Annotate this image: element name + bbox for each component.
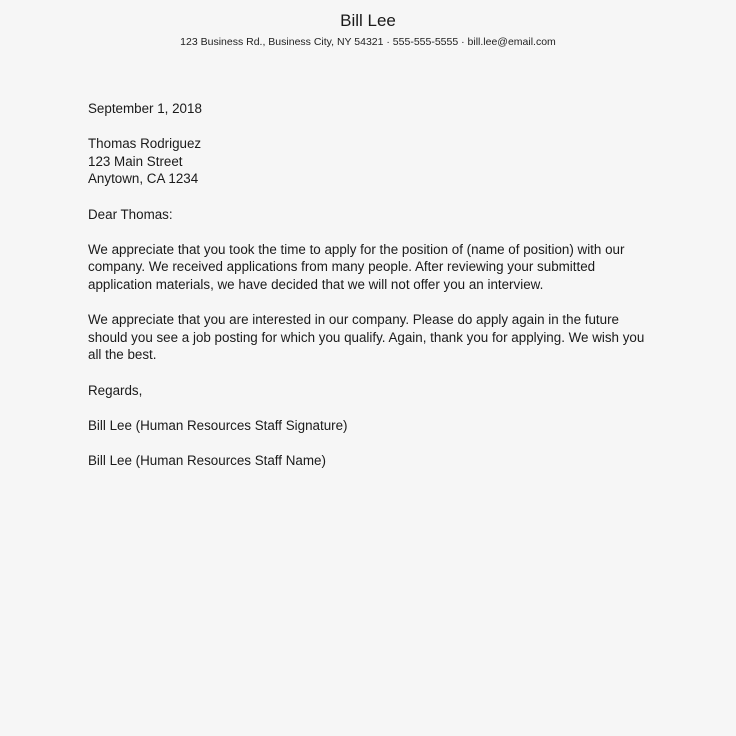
closing-block	[88, 382, 658, 400]
sender-name: Bill Lee	[340, 11, 396, 30]
signature-block	[88, 417, 658, 435]
letter-body	[88, 100, 658, 487]
salutation: Dear Thomas:	[88, 206, 173, 222]
typed-name-block	[88, 452, 658, 470]
recipient-name: Thomas Rodriguez	[88, 136, 202, 152]
paragraph-line: company. We received applications from many people. After reviewing your submitted	[88, 259, 596, 275]
paragraph-line: should you see a job posting for which you qualify. Again, thank you for applying. We wish you	[88, 329, 645, 345]
recipient-street: 123 Main Street	[88, 153, 183, 169]
body-paragraph-2	[88, 311, 658, 364]
paragraph-line: application materials, we have decided that we will not offer you an interview.	[88, 276, 544, 292]
typed-name: Bill Lee (Human Resources Staff Name)	[88, 452, 326, 468]
sender-contact-info: 123 Business Rd., Business City, NY 54321 · 555-555-5555 · bill.lee@email.com	[180, 36, 556, 48]
recipient-city: Anytown, CA 1234	[88, 171, 199, 187]
recipient-address	[88, 135, 658, 188]
closing: Regards,	[88, 382, 143, 398]
paragraph-line: We appreciate that you took the time to apply for the position of (name of position) with our	[88, 241, 625, 257]
paragraph-line: We appreciate that you are interested in our company. Please do apply again in the future	[88, 312, 619, 328]
paragraph-line: all the best.	[88, 347, 157, 363]
letterhead	[0, 10, 736, 49]
salutation-block	[88, 206, 658, 224]
letter-date: September 1, 2018	[88, 101, 202, 116]
signature-line: Bill Lee (Human Resources Staff Signature)	[88, 417, 348, 433]
body-paragraph-1	[88, 241, 658, 294]
letter-date-block	[88, 100, 658, 118]
